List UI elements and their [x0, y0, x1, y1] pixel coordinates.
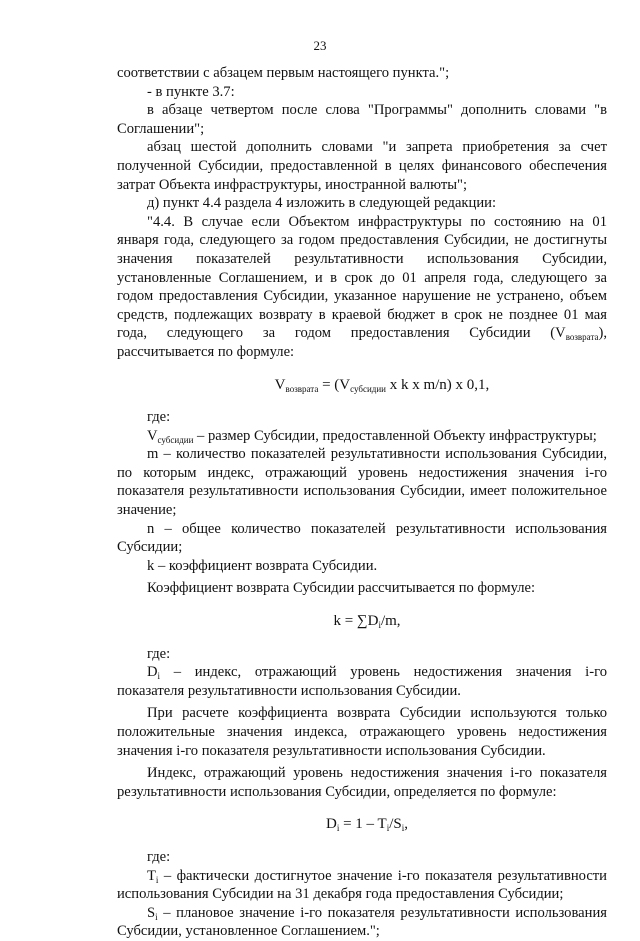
definition-t-i: $T_i$ – фактически достигнутое значение i-го показателя результативности использования Субсидии на 31 декабря года предоставления Субсидии;	[117, 867, 607, 903]
definition-v-subsidii: $V_{субсидии}$ – размер Субсидии, предоставленной Объекту инфраструктуры;	[147, 427, 597, 445]
definition-s-i: $S_i$ – плановое значение i-го показателя результативности использования Субсидии, установленное Соглашением.";	[117, 904, 607, 940]
paragraph-4-4: "4.4. В случае если Объектом инфраструктуры по состоянию на 01 января года, следующего за годом предоставления Субсидии, не достигнуты значения показателей результативности использования Субсидии, установленные Соглашением, и в срок до 01 апреля года, следующего за годом предоставления Субсидии, указанное нарушение не устранено, объем средств, подлежащих возврату в краевой бюджет в срок не позднее 01 мая года, следующего за годом предоставления Субсидии $(V_{возврата})$, рассчитывается по формуле:	[117, 213, 607, 360]
definition-d-i: $D_i$ – индекс, отражающий уровень недостижения значения i-го показателя результативности использования Субсидии.	[117, 664, 607, 699]
label-where-3: где:	[147, 848, 171, 865]
page-number: 23	[313, 38, 327, 53]
paragraph-continuation: соответствии с абзацем первым настоящего пункта.";	[117, 65, 450, 81]
paragraph-abzac-6: абзац шестой дополнить словами "и запрета приобретения за счет полученной Субсидии, предоставленной в целях финансового обеспечения затрат Объекта инфраструктуры, иностранной валюты";	[117, 139, 607, 193]
paragraph-positive-values: При расчете коэффициента возврата Субсидии используются только положительные значения индекса, отражающего уровень недостижения значения i-го показателя результативности использования Субсидии.	[117, 705, 607, 759]
paragraph-abzac-4: в абзаце четвертом после слова "Программы" дополнить словами "в Соглашении";	[117, 102, 607, 137]
formula-d-i: $D_i = 1 - T_i/S_i$,	[325, 816, 408, 834]
paragraph-item-d: д) пункт 4.4 раздела 4 изложить в следующей редакции:	[147, 195, 497, 212]
paragraph-k-formula-intro: Коэффициент возврата Субсидии рассчитывается по формуле:	[147, 580, 536, 597]
paragraph-index-formula-intro: Индекс, отражающий уровень недостижения значения i-го показателя результативности использования Субсидии, определяется по формуле:	[117, 765, 607, 800]
formula-k: $k = \sum D_i/m$,	[333, 613, 401, 631]
formula-v-vozvrata: $V_{возврата} = (V_{субсидии}$ х k х m/n) х 0,1,	[274, 376, 490, 394]
definition-k: k – коэффициент возврата Субсидии.	[147, 557, 378, 574]
paragraph-item-3-7: - в пункте 3.7:	[147, 83, 235, 100]
definition-n: n – общее количество показателей результативности использования Субсидии;	[117, 520, 607, 556]
definition-m: m – количество показателей результативности использования Субсидии, по которым индекс, отражающий уровень недостижения значения i-го показателя результативности использования Субсидии, имеет положительное значение;	[117, 446, 607, 519]
document-body	[117, 64, 607, 941]
label-where-2: где:	[147, 645, 171, 662]
label-where-1: где:	[147, 409, 171, 426]
